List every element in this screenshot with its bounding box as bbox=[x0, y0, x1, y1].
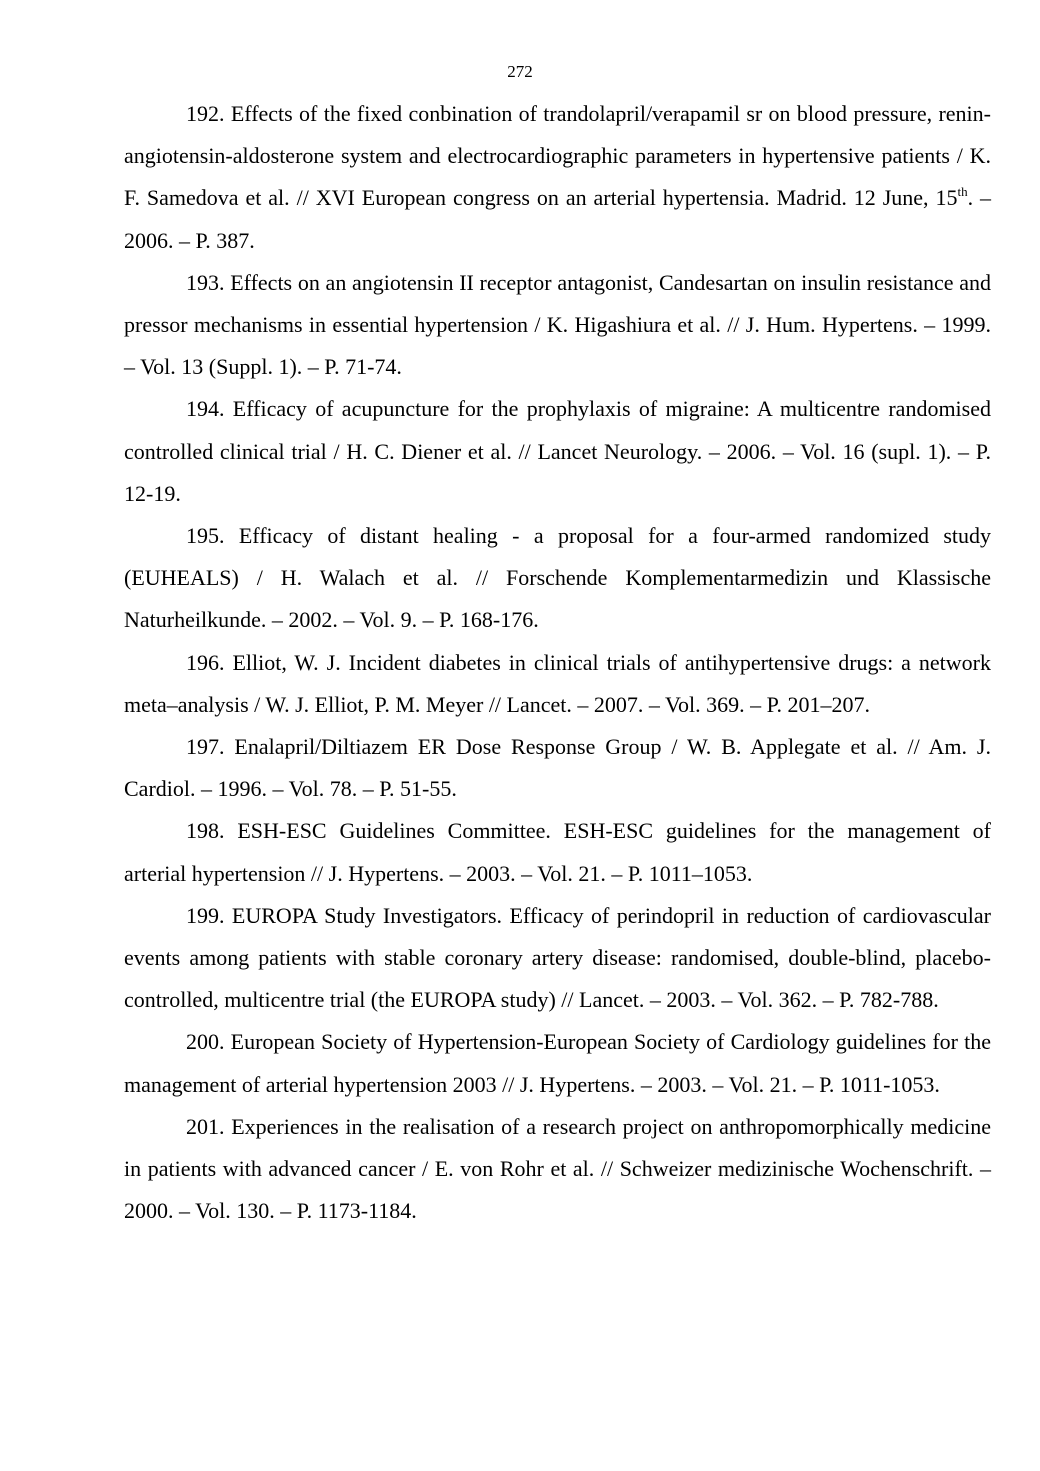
reference-192-text: 192. Effects of the fixed conbination of trandolapril/verapamil sr on blood pressure, renin-angiotensin-aldosterone system and electrocardiographic parameters in hypertensive patients / K. F. Samedova et al. // XVI European congress on an arterial hypertensia. Madrid. 12 June, 15 bbox=[124, 101, 991, 211]
reference-198: 198. ESH-ESC Guidelines Committee. ESH-ESC guidelines for the management of arterial hypertension // J. Hypertens. – 2003. – Vol. 21. – P. 1011–1053. bbox=[124, 818, 991, 886]
reference-194: 194. Efficacy of acupuncture for the prophylaxis of migraine: A multicentre randomised controlled clinical trial / H. C. Diener et al. // Lancet Neurology. – 2006. – Vol. 16 (supl. 1). – P. 12-19. bbox=[124, 396, 991, 506]
reference-199: 199. EUROPA Study Investigators. Efficacy of perindopril in reduction of cardiovascular events among patients with stable coronary artery disease: randomised, double-blind, placebo-controlled, multicentre trial (the EUROPA study) // Lancet. – 2003. – Vol. 362. – P. 782-788. bbox=[124, 902, 991, 1013]
reference-192 bbox=[124, 93, 991, 262]
page-number: 272 bbox=[507, 62, 533, 81]
reference-192-text-end: . – 2006. – P. 387. bbox=[124, 185, 992, 253]
reference-192-superscript: th bbox=[957, 184, 968, 200]
reference-195: 195. Efficacy of distant healing - a proposal for a four-armed randomized study (EUHEALS) / H. Walach et al. // Forschende Komplementarmedizin und Klassische Naturheilkunde. – 2002. – Vol. 9. – P. 168-176. bbox=[124, 523, 991, 633]
reference-196: 196. Elliot, W. J. Incident diabetes in clinical trials of antihypertensive drugs: a network meta–analysis / W. J. Elliot, P. M. Meyer // Lancet. – 2007. – Vol. 369. – P. 201–207. bbox=[124, 649, 991, 717]
reference-197: 197. Enalapril/Diltiazem ER Dose Response Group / W. B. Applegate et al. // Am. J. Cardiol. – 1996. – Vol. 78. – P. 51-55. bbox=[124, 734, 991, 802]
reference-list bbox=[124, 93, 991, 1232]
reference-201: 201. Experiences in the realisation of a research project on anthropomorphically medicine in patients with advanced cancer / E. von Rohr et al. // Schweizer medizinische Wochenschrift. – 2000. – Vol. 130. – P. 1173-1184. bbox=[124, 1113, 991, 1224]
reference-200: 200. European Society of Hypertension-European Society of Cardiology guidelines for the management of arterial hypertension 2003 // J. Hypertens. – 2003. – Vol. 21. – P. 1011-1053. bbox=[124, 1029, 991, 1097]
reference-193: 193. Effects on an angiotensin II receptor antagonist, Candesartan on insulin resistance and pressor mechanisms in essential hypertension / K. Higashiura et al. // J. Hum. Hypertens. – 1999. – Vol. 13 (Suppl. 1). – P. 71-74. bbox=[124, 269, 991, 380]
